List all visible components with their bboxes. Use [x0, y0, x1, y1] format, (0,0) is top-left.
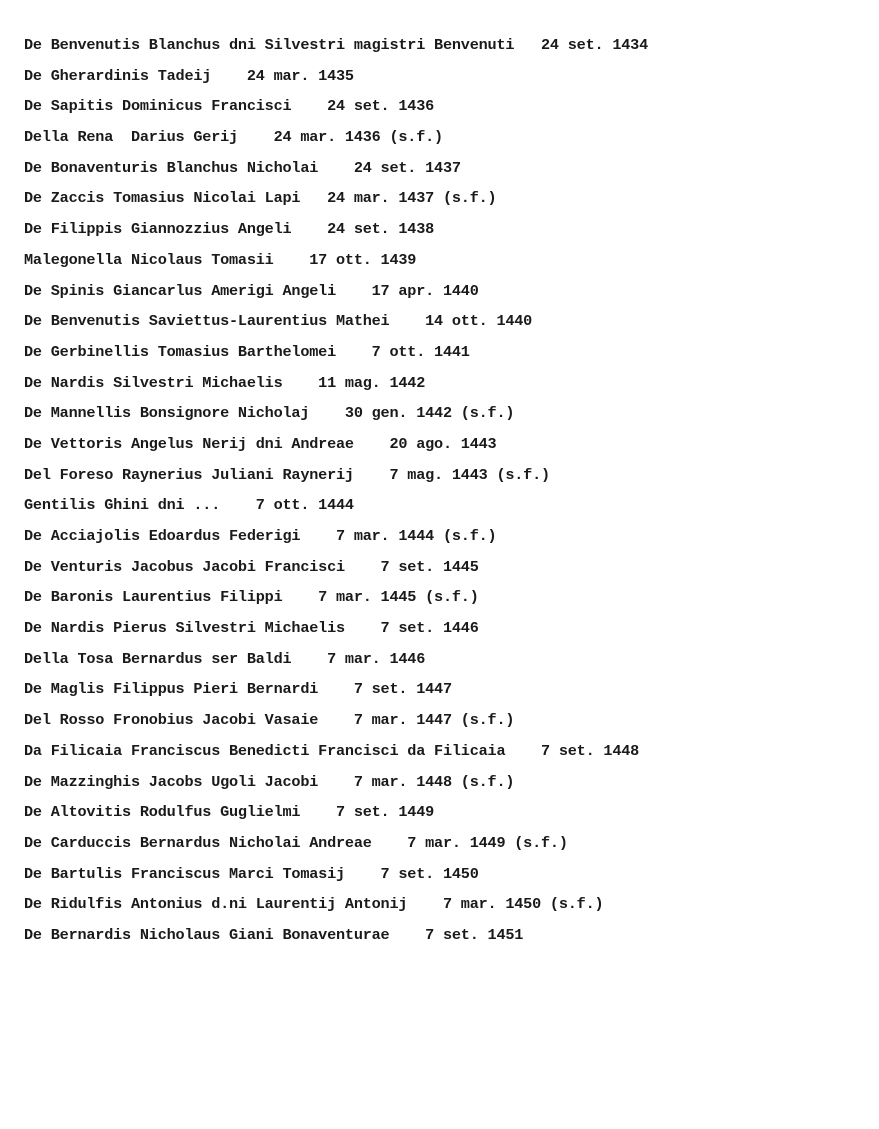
list-item: Da Filicaia Franciscus Benedicti Francisci da Filicaia 7 set. 1448	[24, 741, 640, 760]
list-item: De Carduccis Bernardus Nicholai Andreae 7 mar. 1449 (s.f.)	[24, 833, 568, 852]
list-item: De Mazzinghis Jacobs Ugoli Jacobi 7 mar. 1448 (s.f.)	[24, 772, 515, 791]
list-item: De Bartulis Franciscus Marci Tomasij 7 set. 1450	[24, 864, 479, 883]
list-item: De Nardis Silvestri Michaelis 11 mag. 1442	[24, 373, 426, 392]
list-item: De Bonaventuris Blanchus Nicholai 24 set. 1437	[24, 158, 461, 177]
list-item: De Filippis Giannozzius Angeli 24 set. 1438	[24, 220, 435, 239]
list-item: De Altovitis Rodulfus Guglielmi 7 set. 1449	[24, 803, 435, 822]
list-item: De Ridulfis Antonius d.ni Laurentij Antonij 7 mar. 1450 (s.f.)	[24, 895, 604, 914]
list-item: De Acciajolis Edoardus Federigi 7 mar. 1444 (s.f.)	[24, 527, 497, 545]
list-item: De Bernardis Nicholaus Giani Bonaventurae 7 set. 1451	[24, 925, 524, 944]
list-item: Della Tosa Bernardus ser Baldi 7 mar. 1446	[24, 649, 426, 668]
list-item: De Nardis Pierus Silvestri Michaelis 7 set. 1446	[24, 619, 479, 638]
list-item: De Gherardinis Tadeij 24 mar. 1435	[24, 66, 354, 85]
list-item: De Baronis Laurentius Filippi 7 mar. 1445 (s.f.)	[24, 588, 479, 607]
list-item: Del Foreso Raynerius Juliani Raynerij 7 mag. 1443 (s.f.)	[24, 465, 550, 484]
list-item: Gentilis Ghini dni ... 7 ott. 1444	[24, 496, 354, 515]
list-item: De Benvenutis Blanchus dni Silvestri magistri Benvenuti 24 set. 1434	[24, 36, 648, 54]
list-item: De Mannellis Bonsignore Nicholaj 30 gen. 1442 (s.f.)	[24, 404, 515, 423]
entry-list	[24, 30, 648, 951]
list-item: De Venturis Jacobus Jacobi Francisci 7 set. 1445	[24, 557, 479, 576]
list-item: De Gerbinellis Tomasius Barthelomei 7 ott. 1441	[24, 342, 470, 361]
list-item: De Sapitis Dominicus Francisci 24 set. 1436	[24, 97, 435, 116]
list-item: Del Rosso Fronobius Jacobi Vasaie 7 mar. 1447 (s.f.)	[24, 711, 515, 730]
list-item: De Zaccis Tomasius Nicolai Lapi 24 mar. 1437 (s.f.)	[24, 189, 497, 208]
list-item: Della Rena Darius Gerij 24 mar. 1436 (s.f.)	[24, 128, 443, 147]
list-item: De Spinis Giancarlus Amerigi Angeli 17 apr. 1440	[24, 281, 479, 300]
list-item: De Vettoris Angelus Nerij dni Andreae 20 ago. 1443	[24, 434, 497, 453]
list-item: De Benvenutis Saviettus-Laurentius Mathei 14 ott. 1440	[24, 312, 533, 331]
list-item: Malegonella Nicolaus Tomasii 17 ott. 1439	[24, 250, 417, 269]
list-item: De Maglis Filippus Pieri Bernardi 7 set. 1447	[24, 680, 452, 699]
